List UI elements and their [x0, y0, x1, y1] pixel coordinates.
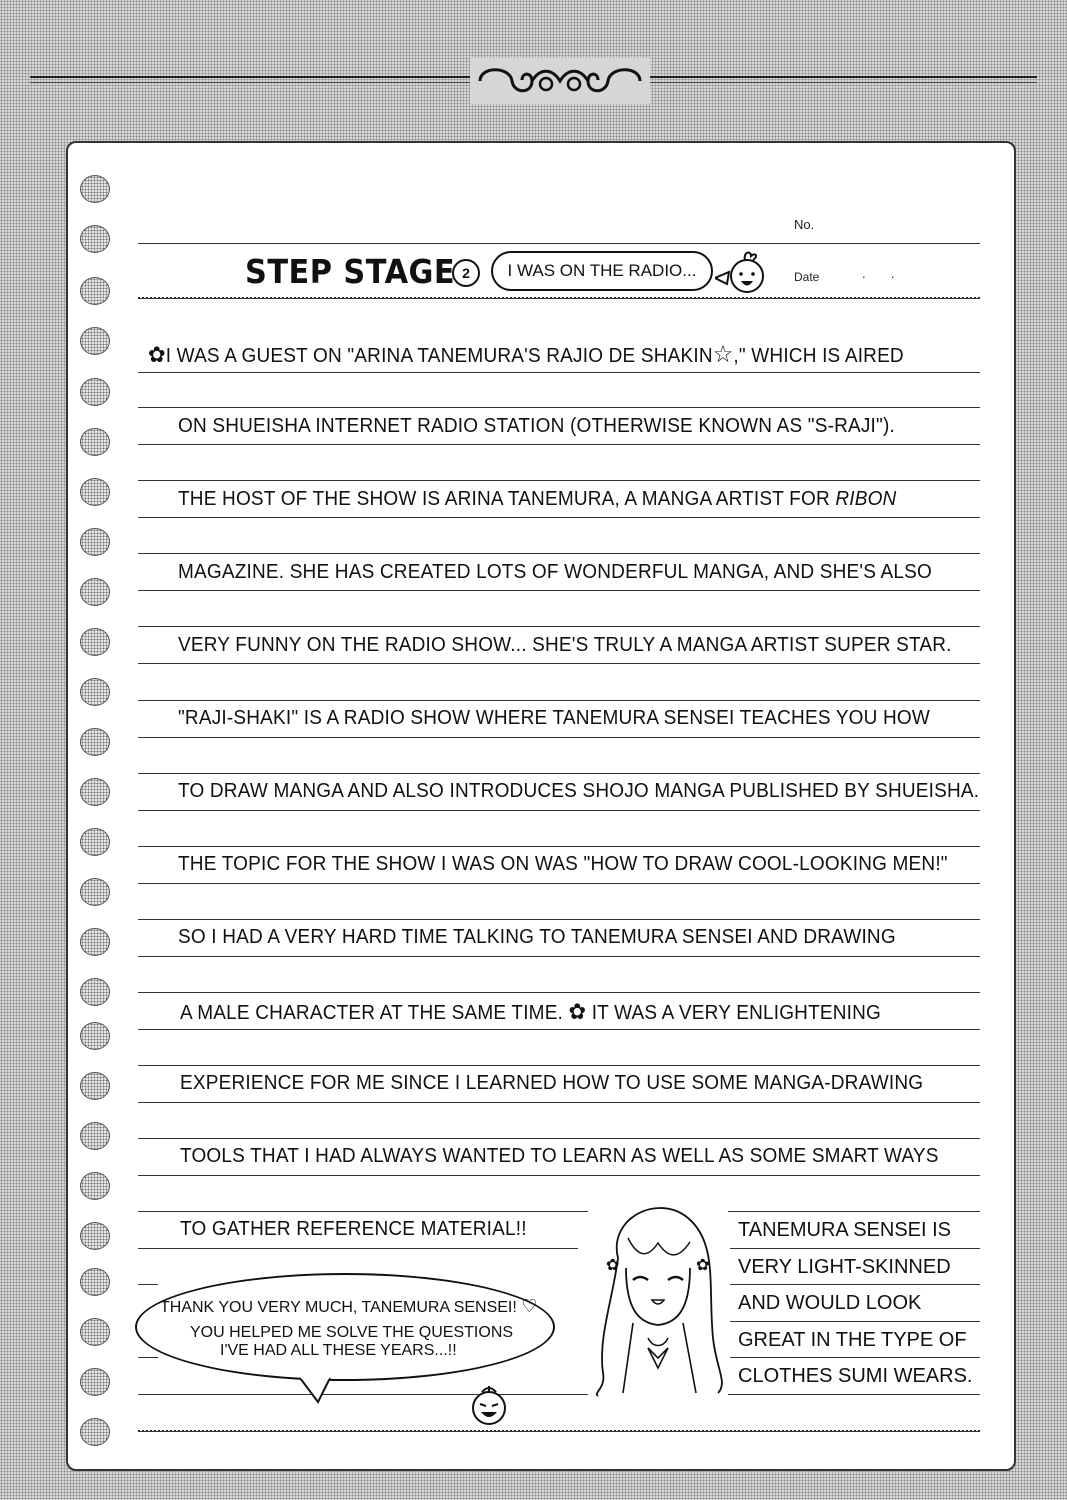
ruled-line [138, 846, 980, 847]
binder-hole [80, 327, 110, 355]
text-line-9: SO I HAD A VERY HARD TIME TALKING TO TANEMURA SENSEI AND DRAWING [178, 926, 896, 948]
page-title: STEP STAGE [245, 252, 456, 291]
text-line-1: ✿I WAS A GUEST ON "ARINA TANEMURA'S RAJIO DE SHAKIN☆," WHICH IS AIRED [148, 341, 904, 368]
ruled-line [138, 480, 980, 481]
text-line-4: MAGAZINE. SHE HAS CREATED LOTS OF WONDERFUL MANGA, AND SHE'S ALSO [178, 561, 932, 583]
binder-hole [80, 1418, 110, 1446]
binder-hole [80, 1022, 110, 1050]
binder-hole [80, 277, 110, 305]
ruled-line [138, 1284, 158, 1285]
ruled-line [138, 407, 980, 408]
ruled-line [138, 956, 980, 957]
thanks-line-1: THANK YOU VERY MUCH, TANEMURA SENSEI! ♡ [160, 1296, 538, 1316]
binder-hole [80, 378, 110, 406]
text-line-2: ON SHUEISHA INTERNET RADIO STATION (OTHERWISE KNOWN AS "S-RAJI"). [178, 415, 895, 437]
text-line-6: "RAJI-SHAKI" IS A RADIO SHOW WHERE TANEMURA SENSEI TEACHES YOU HOW [178, 707, 931, 729]
ruled-line [138, 1394, 980, 1395]
ruled-line [138, 810, 980, 811]
ruled-line [730, 1321, 980, 1322]
binder-hole [80, 828, 110, 856]
binder-hole [80, 1318, 110, 1346]
text-line-10: A MALE CHARACTER AT THE SAME TIME. ✿ IT WAS A VERY ENLIGHTENING [180, 999, 882, 1024]
ruled-line [138, 1431, 980, 1432]
ruled-line [138, 737, 980, 738]
binder-hole [80, 928, 110, 956]
ruled-line [138, 243, 980, 244]
flower-icon: ✿ [568, 999, 587, 1024]
date-label: Date [794, 270, 820, 284]
text-line-11: EXPERIENCE FOR ME SINCE I LEARNED HOW TO USE SOME MANGA-DRAWING [180, 1072, 924, 1094]
binder-hole [80, 1368, 110, 1396]
text-line-5: VERY FUNNY ON THE RADIO SHOW... SHE'S TRULY A MANGA ARTIST SUPER STAR. [178, 634, 952, 656]
ruled-line [138, 1102, 980, 1103]
ruled-line [138, 1248, 578, 1249]
ruled-line [138, 444, 980, 445]
date-dots: . . [862, 266, 895, 281]
flower-icon: ✿ [148, 342, 166, 367]
ruled-line [730, 1284, 980, 1285]
svg-text:✿: ✿ [606, 1255, 620, 1274]
ruled-line [138, 590, 980, 591]
ruled-line [138, 1029, 980, 1030]
tanemura-sensei-portrait-icon [578, 1198, 738, 1398]
ruled-line [138, 773, 980, 774]
side-note-line: CLOTHES SUMI WEARS. [738, 1365, 973, 1387]
ruled-line [138, 517, 980, 518]
binder-hole [80, 678, 110, 706]
text-line-12: TOOLS THAT I HAD ALWAYS WANTED TO LEARN AS WELL AS SOME SMART WAYS [180, 1145, 939, 1167]
binder-hole [80, 1222, 110, 1250]
binder-hole [80, 878, 110, 906]
side-note-line: TANEMURA SENSEI IS [738, 1219, 952, 1241]
text-line-7: TO DRAW MANGA AND ALSO INTRODUCES SHOJO MANGA PUBLISHED BY SHUEISHA. [178, 780, 980, 802]
bubble-tail-icon [300, 1376, 340, 1404]
binder-hole [80, 225, 110, 253]
star-icon: ☆ [712, 341, 734, 368]
ruled-line [138, 663, 980, 664]
radio-speech-bubble: I WAS ON THE RADIO... [491, 251, 713, 291]
laughing-mascot-icon [468, 1382, 510, 1428]
binder-hole [80, 1122, 110, 1150]
heart-icon: ♡ [521, 1296, 538, 1316]
side-note-line: VERY LIGHT-SKINNED [738, 1256, 951, 1278]
ruled-line [730, 1248, 980, 1249]
binder-hole [80, 1072, 110, 1100]
text-line-13: TO GATHER REFERENCE MATERIAL!! [180, 1218, 527, 1240]
binder-hole [80, 478, 110, 506]
text-line-3: THE HOST OF THE SHOW IS ARINA TANEMURA, A MANGA ARTIST FOR RIBON [178, 488, 897, 510]
swirl-ornament-icon [470, 58, 650, 104]
ruled-line [138, 992, 980, 993]
binder-hole [80, 1172, 110, 1200]
ruled-line [138, 626, 980, 627]
ruled-line [138, 1175, 980, 1176]
binder-hole [80, 1268, 110, 1296]
binder-hole [80, 175, 110, 203]
ruled-line [138, 883, 980, 884]
binder-hole [80, 778, 110, 806]
number-label: No. [794, 217, 815, 232]
title-number-badge: 2 [452, 259, 480, 287]
ruled-line [138, 919, 980, 920]
binder-hole [80, 728, 110, 756]
binder-hole [80, 978, 110, 1006]
binder-hole [80, 528, 110, 556]
ruled-line [138, 1138, 980, 1139]
ruled-line [138, 700, 980, 701]
binder-hole [80, 628, 110, 656]
ruled-line [138, 1357, 158, 1358]
ribon-title: RIBON [835, 488, 897, 510]
ruled-line [138, 298, 980, 299]
ruled-line [730, 1357, 980, 1358]
ruled-line [138, 1065, 980, 1066]
binder-hole [80, 428, 110, 456]
ruled-line [138, 553, 980, 554]
ruled-line [138, 372, 980, 373]
thanks-line-2: YOU HELPED ME SOLVE THE QUESTIONS [190, 1324, 514, 1341]
side-note-line: AND WOULD LOOK [738, 1292, 922, 1314]
chick-mascot-icon [715, 244, 771, 300]
text-line-8: THE TOPIC FOR THE SHOW I WAS ON WAS "HOW TO DRAW COOL-LOOKING MEN!" [178, 853, 948, 875]
thanks-line-3: I'VE HAD ALL THESE YEARS...!! [220, 1342, 457, 1359]
svg-text:✿: ✿ [696, 1255, 710, 1274]
ruled-line [138, 1211, 980, 1212]
side-note-line: GREAT IN THE TYPE OF [738, 1329, 967, 1351]
binder-hole [80, 578, 110, 606]
